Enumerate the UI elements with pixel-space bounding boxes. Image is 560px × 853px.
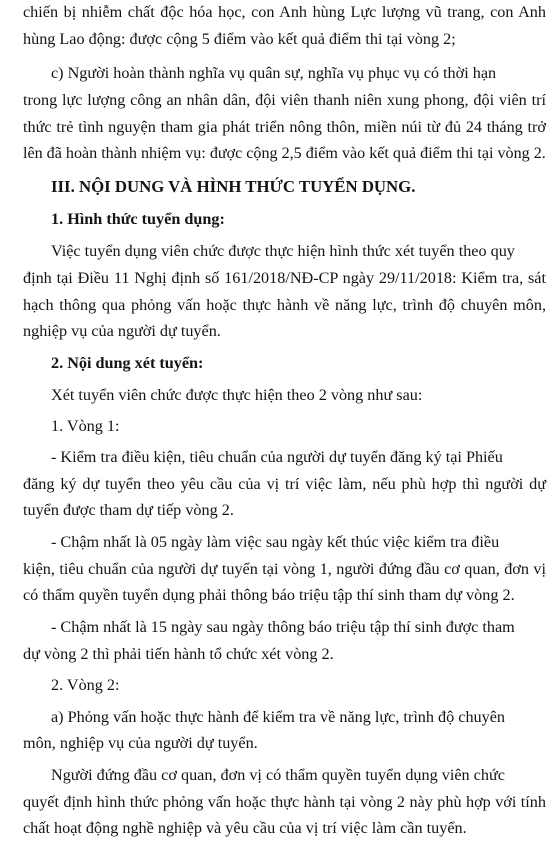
text-line: chiến bị nhiễm chất độc hóa học, con Anh hùng Lực lượng vũ trang, con Anh [23, 3, 546, 21]
text-line: hùng Lao động: được cộng 5 điểm vào kết quả điểm thi tại vòng 2; [23, 30, 456, 48]
text-line: Người đứng đầu cơ quan, đơn vị có thẩm quyền tuyển dụng viên chức [51, 766, 505, 784]
text-line: trong lực lượng công an nhân dân, đội viên thanh niên xung phong, đội viên trí [23, 91, 546, 109]
text-line: - Chậm nhất là 05 ngày làm việc sau ngày kết thúc việc kiểm tra điều [51, 533, 500, 551]
text-line: Xét tuyển viên chức được thực hiện theo 2 vòng như sau: [51, 386, 423, 404]
text-line: hạch thông qua phỏng vấn hoặc thực hành về năng lực, trình độ chuyên môn, [23, 296, 546, 314]
text-line: 1. Vòng 1: [51, 417, 120, 435]
text-line: Việc tuyển dụng viên chức được thực hiện hình thức xét tuyển theo quy [51, 242, 515, 260]
text-line: a) Phỏng vấn hoặc thực hành để kiểm tra về năng lực, trình độ chuyên [51, 708, 506, 726]
text-line: môn, nghiệp vụ của người dự tuyển. [23, 734, 258, 752]
subsection-heading: 2. Nội dung xét tuyển: [51, 354, 204, 372]
text-line: 2. Vòng 2: [51, 676, 120, 694]
text-line: lên đã hoàn thành nhiệm vụ: được cộng 2,5 điểm vào kết quả điểm thi tại vòng 2. [23, 144, 546, 162]
text-line: thức trẻ tình nguyện tham gia phát triển nông thôn, miền núi từ đủ 24 tháng trở [23, 118, 546, 136]
text-line: dự vòng 2 thì phải tiến hành tổ chức xét vòng 2. [23, 645, 334, 663]
text-line: - Kiểm tra điều kiện, tiêu chuẩn của người dự tuyển đăng ký tại Phiếu [51, 448, 503, 466]
text-line: c) Người hoàn thành nghĩa vụ quân sự, nghĩa vụ phục vụ có thời hạn [51, 64, 497, 82]
section-heading: III. NỘI DUNG VÀ HÌNH THỨC TUYỂN DỤNG. [51, 177, 416, 196]
text-line: tuyển được tham dự tiếp vòng 2. [23, 501, 234, 519]
text-line: quyết định hình thức phỏng vấn hoặc thực hành tại vòng 2 này phù hợp với tính [23, 793, 546, 811]
subsection-heading: 1. Hình thức tuyển dụng: [51, 210, 225, 228]
text-line: định tại Điều 11 Nghị định số 161/2018/NĐ-CP ngày 29/11/2018: Kiểm tra, sát [23, 269, 546, 287]
text-line: kiện, tiêu chuẩn của người dự tuyển tại vòng 1, người đứng đầu cơ quan, đơn vị [23, 560, 546, 578]
text-line: - Chậm nhất là 15 ngày sau ngày thông báo triệu tập thí sinh được tham [51, 618, 515, 636]
text-line: chất hoạt động nghề nghiệp và yêu cầu của vị trí việc làm cần tuyển. [23, 819, 467, 837]
text-line: nghiệp vụ của người dự tuyển. [23, 322, 221, 340]
text-line: đăng ký dự tuyển theo yêu cầu của vị trí việc làm, nếu phù hợp thì người dự [23, 475, 546, 493]
text-line: có thẩm quyền tuyển dụng phải thông báo triệu tập thí sinh tham dự vòng 2. [23, 586, 515, 604]
